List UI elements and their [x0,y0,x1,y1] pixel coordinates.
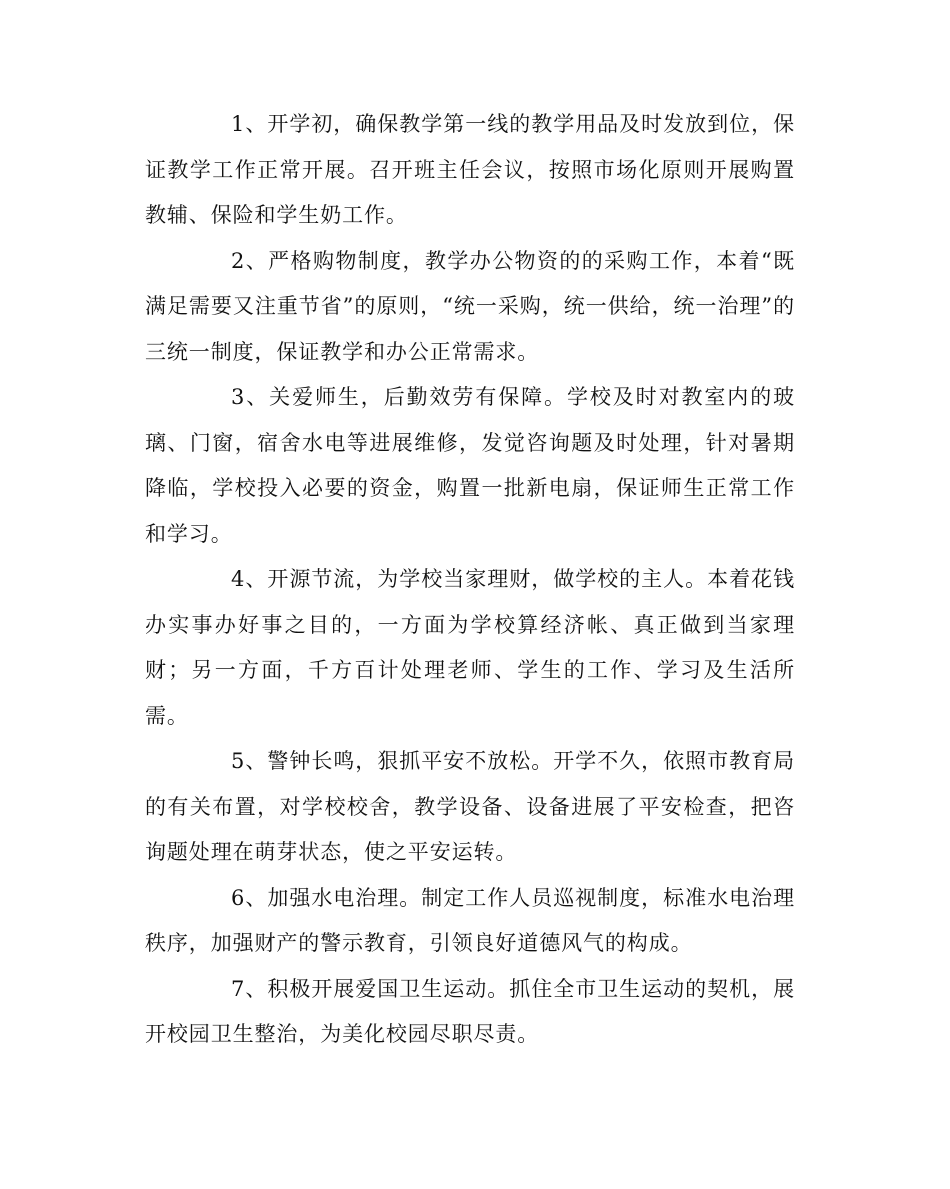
paragraph-1: 1、开学初，确保教学第一线的教学用品及时发放到位，保证教学工作正常开展。召开班主任会议，按照市场化原则开展购置教辅、保险和学生奶工作。 [145,112,795,227]
paragraph-2: 2、严格购物制度，教学办公物资的的采购工作，本着“既满足需要又注重节省”的原则，“统一采购，统一供给，统一治理”的三统一制度，保证教学和办公正常需求。 [145,248,795,364]
paragraph-5: 5、警钟长鸣，狠抓平安不放松。开学不久，依照市教育局的有关布置，对学校校舍，教学设备、设备进展了平安检查，把咨询题处理在萌芽状态，使之平安运转。 [145,749,795,864]
paragraph-4: 4、开源节流，为学校当家理财，做学校的主人。本着花钱办实事办好事之目的，一方面为学校算经济帐、真正做到当家理财；另一方面，千方百计处理老师、学生的工作、学习及生活所需。 [145,567,795,728]
paragraph-6: 6、加强水电治理。制定工作人员巡视制度，标准水电治理秩序，加强财产的警示教育，引领良好道德风气的构成。 [145,885,795,955]
paragraph-3: 3、关爱师生，后勤效劳有保障。学校及时对教室内的玻璃、门窗，宿舍水电等进展维修，发觉咨询题及时处理，针对暑期降临，学校投入必要的资金，购置一批新电扇，保证师生正常工作和学习。 [145,385,795,546]
document-body [145,102,795,1058]
paragraph-7: 7、积极开展爱国卫生运动。抓住全市卫生运动的契机，展开校园卫生整治，为美化校园尽职尽责。 [145,976,795,1046]
